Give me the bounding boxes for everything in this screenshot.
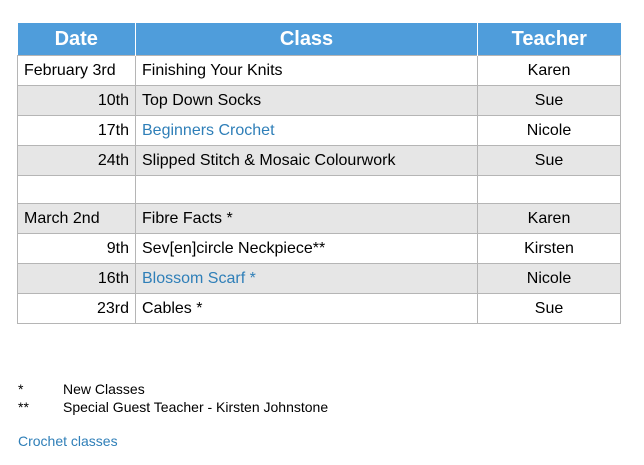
class-schedule-table: [17, 23, 621, 324]
teacher-cell: Nicole: [478, 116, 621, 146]
crochet-classes-link[interactable]: Crochet classes: [18, 433, 118, 449]
teacher-cell: Nicole: [478, 264, 621, 294]
column-header-date: Date: [18, 23, 136, 56]
table-row-spacer: [18, 176, 621, 204]
teacher-cell: Sue: [478, 146, 621, 176]
date-cell: 24th: [18, 146, 136, 176]
date-cell: 23rd: [18, 294, 136, 324]
table-row: [18, 86, 621, 116]
table-row: [18, 294, 621, 324]
footnote-symbol: **: [18, 399, 29, 415]
date-cell: 16th: [18, 264, 136, 294]
table-row: [18, 204, 621, 234]
column-header-teacher: Teacher: [478, 23, 621, 56]
teacher-cell: Sue: [478, 86, 621, 116]
class-cell: Cables *: [136, 294, 478, 324]
table-row: [18, 264, 621, 294]
date-cell: February 3rd: [18, 56, 136, 86]
table-row: [18, 234, 621, 264]
footnote-new-classes: [18, 380, 328, 398]
empty-cell: [478, 176, 621, 204]
empty-cell: [18, 176, 136, 204]
footnote-text: New Classes: [63, 381, 145, 397]
table-header-row: [18, 23, 621, 56]
empty-cell: [136, 176, 478, 204]
footnotes: [18, 380, 328, 416]
class-cell: [136, 264, 478, 294]
class-cell: Top Down Socks: [136, 86, 478, 116]
teacher-cell: Kirsten: [478, 234, 621, 264]
footnote-guest-teacher: [18, 398, 328, 416]
date-cell: 9th: [18, 234, 136, 264]
date-cell: March 2nd: [18, 204, 136, 234]
table-row: [18, 146, 621, 176]
teacher-cell: Sue: [478, 294, 621, 324]
footnote-symbol: *: [18, 381, 24, 397]
class-link-beginners-crochet[interactable]: Beginners Crochet: [142, 121, 275, 139]
class-cell: Fibre Facts *: [136, 204, 478, 234]
table-row: [18, 116, 621, 146]
class-cell: [136, 116, 478, 146]
teacher-cell: Karen: [478, 56, 621, 86]
class-link-blossom-scarf[interactable]: Blossom Scarf *: [142, 269, 256, 287]
teacher-cell: Karen: [478, 204, 621, 234]
footnote-text: Special Guest Teacher - Kirsten Johnstone: [63, 399, 329, 415]
class-cell: Slipped Stitch & Mosaic Colourwork: [136, 146, 478, 176]
table-row: [18, 56, 621, 86]
column-header-class: Class: [136, 23, 478, 56]
class-cell: Sev[en]circle Neckpiece**: [136, 234, 478, 264]
date-cell: 17th: [18, 116, 136, 146]
date-cell: 10th: [18, 86, 136, 116]
class-cell: Finishing Your Knits: [136, 56, 478, 86]
